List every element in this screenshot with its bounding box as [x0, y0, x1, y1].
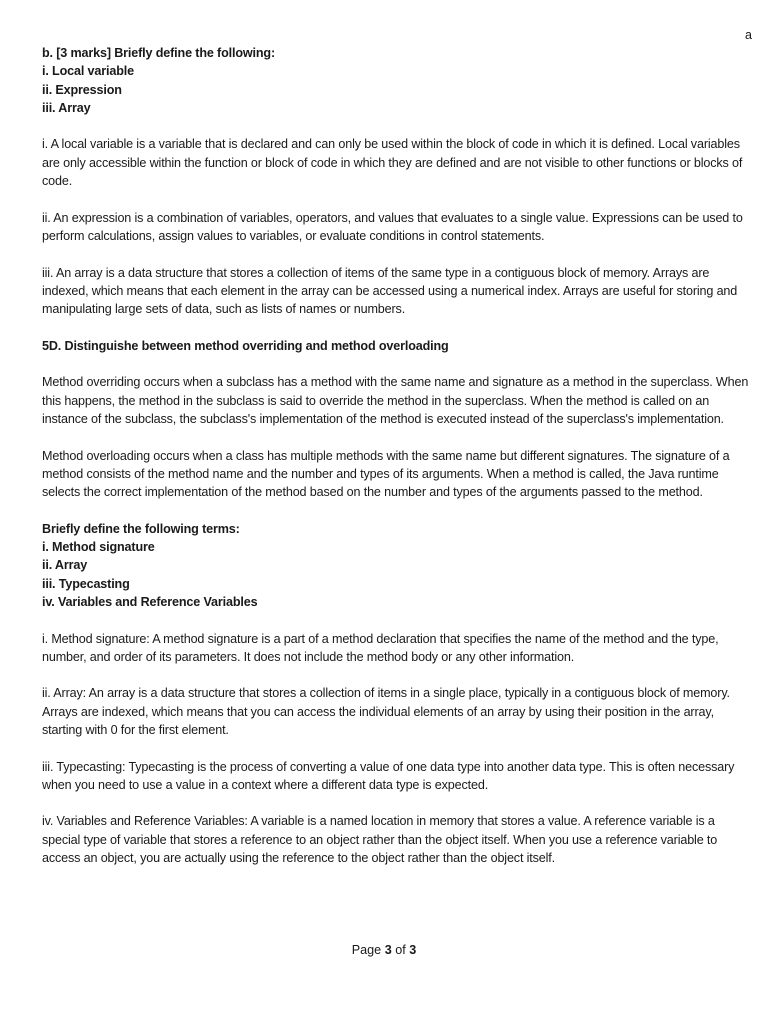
section-5d-heading: 5D. Distinguishe between method overriding and method overloading	[42, 338, 449, 353]
section-terms-item: i. Method signature	[42, 540, 155, 555]
corner-mark: a	[745, 28, 752, 42]
section-b-answer-expression: ii. An expression is a combination of variables, operators, and values that evaluates to a single value. Expressions can be used to perform calculations, assign values to variables, or evaluate conditions in control statements.	[42, 210, 743, 243]
section-terms-heading: Briefly define the following terms:	[42, 521, 240, 536]
current-page-number: 3	[384, 943, 392, 957]
section-b-question	[42, 44, 752, 117]
section-terms-item: iii. Typecasting	[42, 576, 130, 591]
section-b-answer-local-variable: i. A local variable is a variable that is declared and can only be used within the block of code in which it is defined. Local variables are only accessible within the function or block of code in which they are defined and are not visible to other functions or blocks of code.	[42, 137, 743, 189]
document-content	[42, 44, 752, 886]
section-terms-answer-array: ii. Array: An array is a data structure that stores a collection of items in a single place, typically in a contiguous block of memory. Arrays are indexed, which means that you can access the individual elements of an array by using their position in the array, starting with 0 for the first element.	[42, 686, 730, 737]
section-terms-answer-variables: iv. Variables and Reference Variables: A variable is a named location in memory that stores a value. A reference variable is a special type of variable that stores a reference to an object rather than the object itself. When you use a reference variable to access an object, you are actually using the reference to the object rather than the object itself.	[42, 814, 718, 866]
section-b-item: iii. Array	[42, 100, 91, 115]
of-label: of	[395, 943, 406, 957]
page-label: Page	[351, 943, 382, 957]
section-b-item: i. Local variable	[42, 64, 134, 79]
section-terms-item: ii. Array	[42, 558, 88, 573]
section-terms-question	[42, 520, 752, 611]
section-5d-overriding-paragraph: Method overriding occurs when a subclass has a method with the same name and signature as a method in the superclass. When this happens, the method in the subclass is said to override the method in the superclass. When the method is called on an instance of the subclass, the subclass's implementation of the method is executed instead of the superclass's implementation.	[42, 375, 749, 426]
section-5d-overloading-paragraph: Method overloading occurs when a class has multiple methods with the same name but different signatures. The signature of a method consists of the method name and the number and types of its arguments. When a method is called, the Java runtime selects the correct implementation of the method based on the number and types of the arguments passed to the method.	[42, 448, 730, 500]
section-terms-item: iv. Variables and Reference Variables	[42, 594, 258, 609]
section-5d-question	[42, 337, 752, 355]
page-footer	[0, 942, 768, 958]
section-b-answer-array: iii. An array is a data structure that stores a collection of items of the same type in a contiguous block of memory. Arrays are indexed, which means that each element in the array can be accessed using a numerical index. Arrays are useful for storing and manipulating large sets of data, such as lists of names or numbers.	[42, 265, 738, 317]
section-terms-answer-typecasting: iii. Typecasting: Typecasting is the process of converting a value of one data type into another data type. This is often necessary when you need to use a value in a context where a different data type is expected.	[42, 759, 735, 792]
section-b-heading: b. [3 marks] Briefly define the following:	[42, 46, 276, 60]
total-pages-number: 3	[409, 943, 417, 957]
section-b-item: ii. Expression	[42, 82, 122, 97]
section-terms-answer-method-signature: i. Method signature: A method signature is a part of a method declaration that specifies the name of the method and the type, number, and order of its parameters. It does not include the method body or any other information.	[42, 631, 719, 664]
